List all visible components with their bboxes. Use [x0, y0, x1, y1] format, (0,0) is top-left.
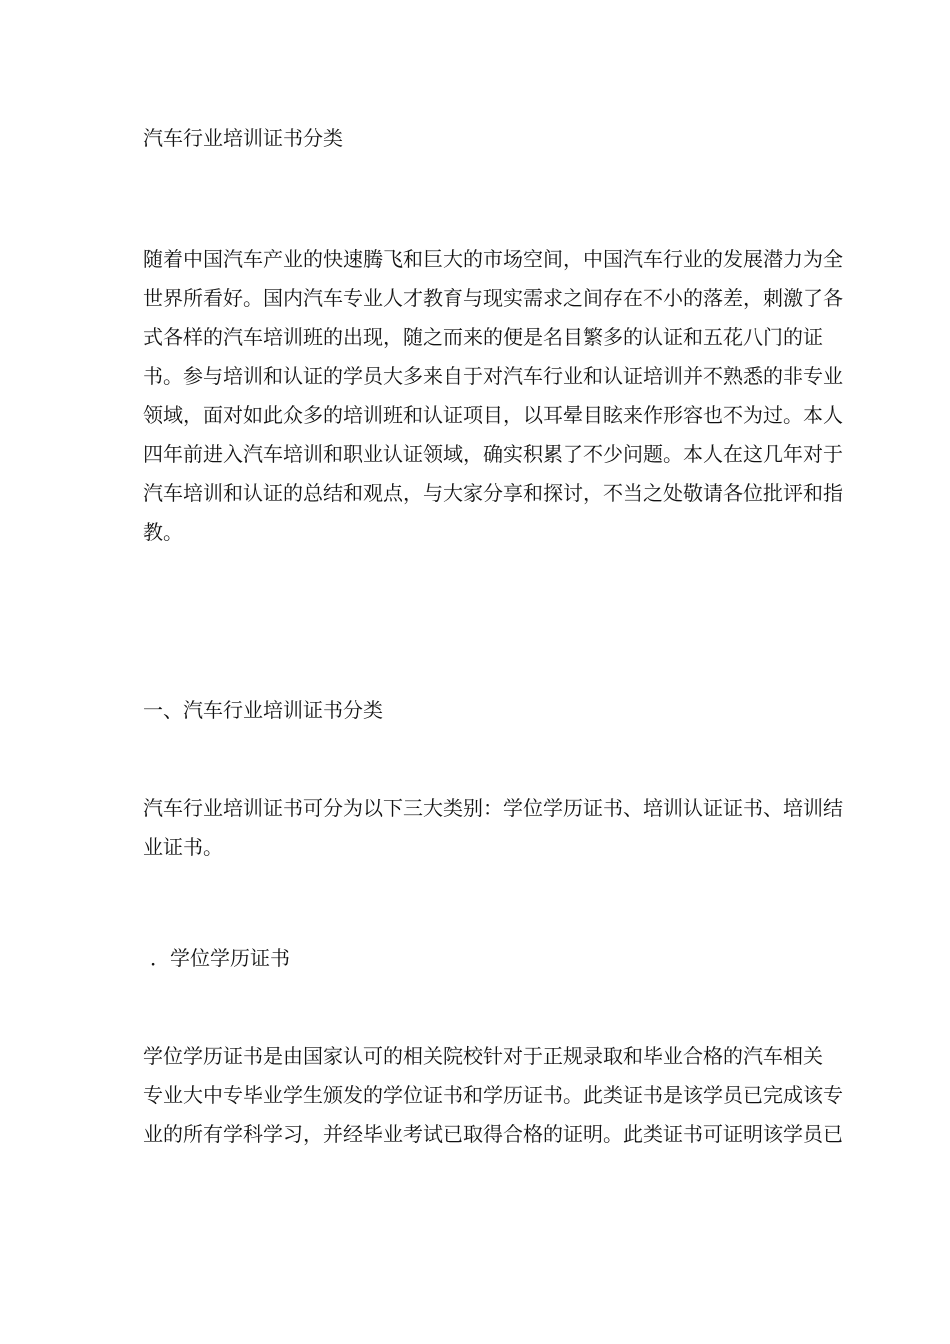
- subsection-line: 学位学历证书是由国家认可的相关院校针对于正规录取和毕业合格的汽车相关: [143, 1044, 823, 1068]
- intro-line: 式各样的汽车培训班的出现，随之而来的便是名目繁多的认证和五花八门的证: [143, 325, 823, 349]
- subsection-heading: ．学位学历证书: [150, 946, 290, 970]
- intro-line: 书。参与培训和认证的学员大多来自于对汽车行业和认证培训并不熟悉的非专业: [143, 364, 843, 388]
- section-line: 汽车行业培训证书可分为以下三大类别：学位学历证书、培训认证证书、培训结: [143, 796, 843, 820]
- subsection-paragraph: [143, 1041, 843, 1158]
- intro-line: 教。: [143, 520, 183, 544]
- section-heading: 一、汽车行业培训证书分类: [143, 698, 383, 722]
- section-paragraph: [143, 793, 843, 871]
- subsection-line: 业的所有学科学习，并经毕业考试已取得合格的证明。此类证书可证明该学员已: [143, 1122, 843, 1146]
- subsection-line: 专业大中专毕业学生颁发的学位证书和学历证书。此类证书是该学员已完成该专: [143, 1083, 843, 1107]
- intro-line: 世界所看好。国内汽车专业人才教育与现实需求之间存在不小的落差，刺激了各: [143, 286, 843, 310]
- section-line: 业证书。: [143, 835, 223, 859]
- document-title: 汽车行业培训证书分类: [143, 126, 343, 150]
- intro-line: 领域，面对如此众多的培训班和认证项目，以耳晕目眩来作形容也不为过。本人: [143, 403, 843, 427]
- intro-line: 四年前进入汽车培训和职业认证领域，确实积累了不少问题。本人在这几年对于: [143, 442, 843, 466]
- intro-line: 汽车培训和认证的总结和观点，与大家分享和探讨，不当之处敬请各位批评和指: [143, 481, 843, 505]
- intro-line: 随着中国汽车产业的快速腾飞和巨大的市场空间，中国汽车行业的发展潜力为全: [143, 247, 843, 271]
- intro-paragraph: [143, 244, 843, 556]
